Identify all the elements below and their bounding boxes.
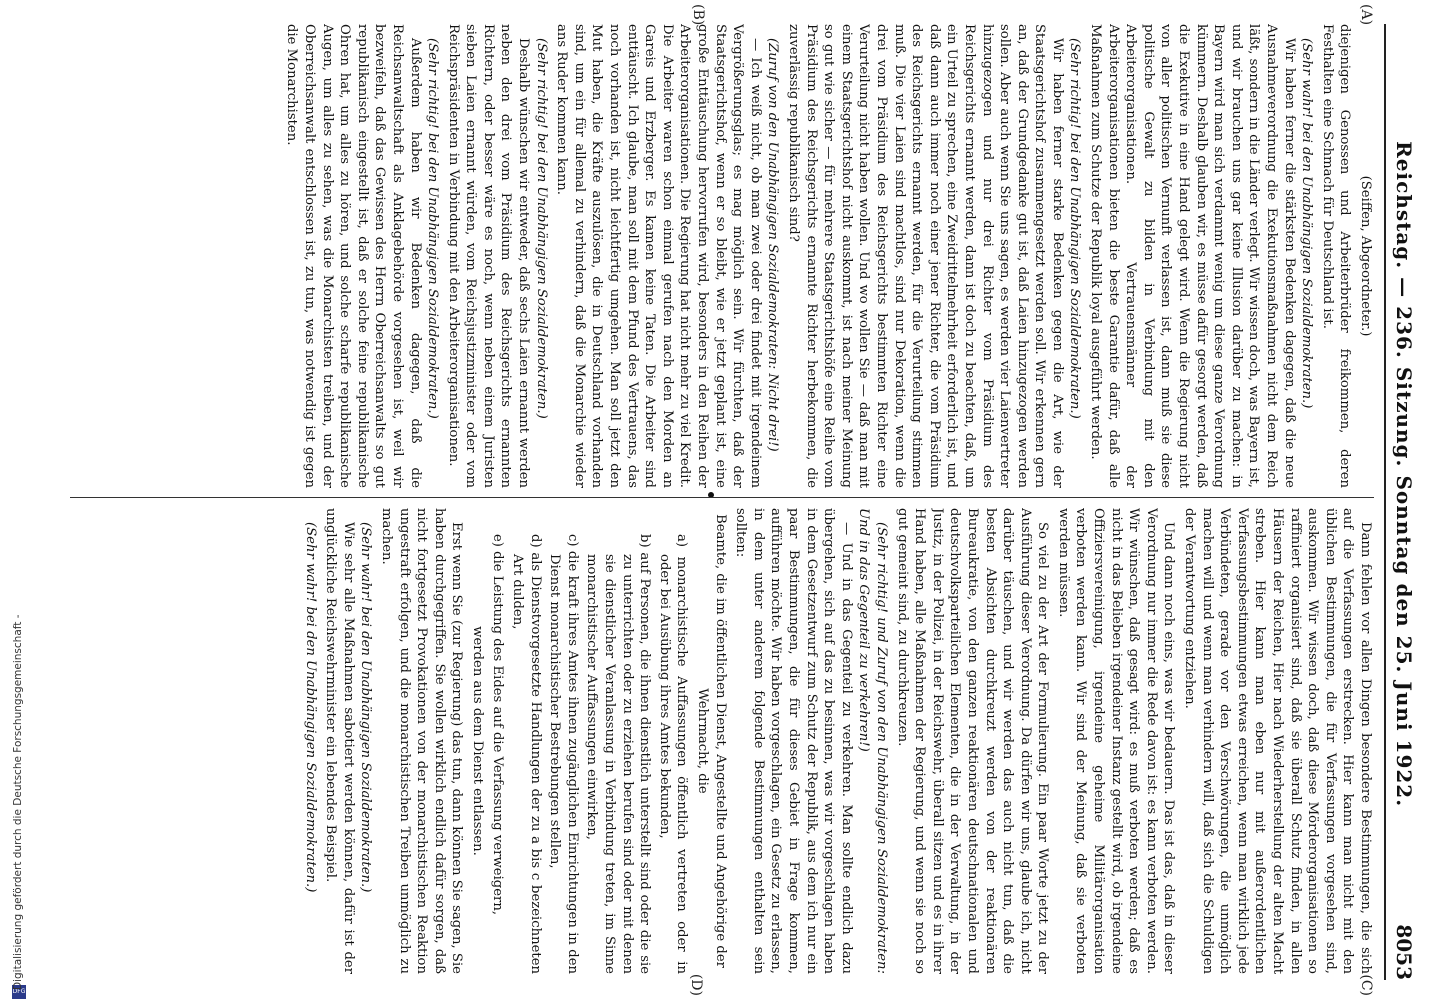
right-column [70,508,1374,974]
list-intro: Beamte, die im öffentlichen Dienst, Angestellte und Angehörige der Wehrmacht, die [695,514,728,968]
interjection: (Sehr richtig! bei den Unabhängigen Sozialdemokraten.) [425,38,441,419]
margin-marker-c: (C) [1358,974,1374,996]
paragraph: Erst wenn Sie (zur Regierung) das tun, dann können Sie sagen, Sie haben durchgegriffen. Sie wollen wirklich endlich dafür sorgen, daß nicht fortgesetzt Provokationen von der monarchistischen Reaktion ungestraft erfolgen, und die monarchistischen Treiben unmöglich zu machen. [378,508,465,974]
page-number: 8053 [1392,924,1416,980]
list-item: e) die Leistung des Eides auf die Verfassung verweigern, [490,534,506,916]
digitization-credit: Digitalisierung gefördert durch die Deutsche Forschungsgemeinschaft - [12,614,24,990]
interjection: (Sehr wahr! bei den Unabhängigen Sozialdemokraten.) [302,522,318,893]
running-head [1384,24,1416,980]
provision-list [489,508,691,974]
paragraph: Wie sehr alle Maßnahmen sabotiert werden können, dafür ist der unglückliche Reichswehrminister ein lebendes Beispiel. [323,508,356,974]
paragraph: — Ich weiß nicht, ob man zwei oder drei findet mit irgendeinem Vergrößerungsglas; es mag möglich sein. Wir fürchten, daß der Staatsgerichtshof, wenn er so bleibt, wie er jetzt geplant ist, eine große Enttäuschung hervorrufen wird, besonders in den Reihen der Arbeiterorganisationen. Die Regierung hat nicht mehr zu viel Kredit. Die Arbeiter waren schon einmal gerufen nach den Morden an Gareis und Erzberger. Es kamen keine Taten. Die Arbeiter sind enttäuscht. Ich glaube, man soll mit dem Pfund des Vertrauens, das noch vorhanden ist, nicht leichtfertig umgehen. Man soll jetzt den Mut haben, die Kräfte auszulösen, die in Deutschland vorhanden sind, um ein für allemal zu verhindern, daß die Monarchie wieder ans Ruder kommen kann. [554,24,763,488]
paragraph: Wir haben ferner die stärksten Bedenken dagegen, daß die neue Ausnahmeverordnung die Exekutionsmaßnahmen nicht dem Reich läßt, sondern in die Länder verlegt. Wir wissen doch, was Bayern ist, und wir brauchen uns gar keine Illusion darüber zu machen: in Bayern wird man sich verdammt wenig um diese ganze Verordnung kümmern. Deshalb glauben wir, es müsse dafür gesorgt werden, daß die Exekutive in eine Hand gelegt wird. Wenn die Regierung nicht von aller politischen Vernunft verlassen ist, dann muß sie diese politische Gewalt zu bilden in Verbindung mit den Arbeiterorganisationen. Vertrauensmänner der Arbeiterorganisationen bieten die beste Garantie dafür, daß alle Maßnahmen zum Schutze der Republik loyal ausgeführt werden. [1088,24,1297,488]
speaker-line: (Seiffen, Abgeordneter.) [1358,175,1373,337]
interjection: (Sehr wahr! bei den Unabhängigen Sozialdemokraten.) [358,522,374,893]
list-item: c) die kraft ihres Amtes ihnen zugänglichen Einrichtungen in den Dienst monarchistischer Bestrebungen stellen, [547,534,580,974]
list-item: b) auf Personen, die ihnen dienstlich unterstellt sind oder die sie zu unterrichten oder zu erziehen berufen sind oder mit denen sie dienstlicher Veranlassung in Verbindung treten, im Sinne monarchistischer Auffassungen einwirken, [584,534,653,974]
interjection: (Sehr richtig! bei den Unabhängigen Sozialdemokraten.) [533,38,549,419]
interjection: (Zuruf von den Unabhängigen Sozialdemokraten: Nicht drei!) [765,38,781,452]
paragraph: So viel zu der Art der Formulierung. Ein paar Worte jetzt zu der Ausführung dieser Verordnung. Da dürfen wir uns, glaube ich, nicht darüber täuschen, und wir werden das auch nicht tun, daß die besten Absichten durchkreuzt werden von der reaktionären Bureaukratie, von den ganzen reaktionären deutschnationalen und deutschvolksparteilichen Elementen, die in der Verwaltung, in der Justiz, in der Polizei, in der Reichswehr, überall sitzen und es in ihrer Hand haben, alle Maßnahmen der Regierung, und wenn sie noch so gut gemeint sind, zu durchkreuzen. [894,508,1051,974]
paragraph: Und dann noch eins, was wir bedauern. Das ist das, daß in dieser Verordnung nur immer die Rede davon ist: es kann verboten werden. Wir wünschen, daß gesagt wird: es muß verboten werden; daß es nicht in das Belieben irgendeiner Instanz gestellt wird, ob irgendeine Offiziersvereinigung, irgendeine geheime Militärorganisation verboten werden kann. Wir sind der Meinung, daß sie verboten werden müssen. [1055,508,1177,974]
dfg-logo-icon: DFG [12,985,26,999]
interjection: (Sehr richtig! bei den Unabhängigen Sozialdemokraten.) [1067,38,1083,419]
interjection: (Sehr wahr! bei den Unabhängigen Sozialdemokraten.) [1299,38,1315,409]
list-item: a) monarchistische Auffassungen öffentlich vertreten oder in oder bei Ausübung ihres Amtes bekunden, [656,534,690,974]
list-item: d) als Dienstvorgesetzte Handlungen der zu a bis c bezeichneten Art dulden, [510,534,543,974]
paragraph: diejenigen Genossen und Arbeiterbrüder freikommen, deren Festhalten eine Schmach für Deutschland ist. [1319,24,1353,488]
interjection: (Sehr richtig! und Zuruf von den Unabhängigen Sozialdemokraten: Und in das Gegenteil zu verkehren!) [856,508,889,974]
paragraph: Dann fehlen vor allen Dingen besondere Bestimmungen, die sich auf die Verfassungen erstrecken. Hier kann man nicht mit den üblichen Bestimmungen, die für Verfassungen vorgesehen sind, auskommen. Wir wissen doch, daß diese Mörderorganisationen so raffiniert organisiert sind, daß sie überall Schutz finden, in allen Häusern der Reichen, Hier nach Wiederherstellung der alten Macht streben. Hier kann man eben nur mit außerordentlichen Verfassungsbestimmungen etwas erreichen, wenn man wirklich jede Verbündeten, gerade vor den Verschwörungen, die unmöglich machen will und wenn man verhindern will, daß sich die Schuldigen der Verantwortung entziehen. [1182,508,1373,974]
paragraph: Wir haben ferner starke Bedenken gegen die Art, wie der Staatsgerichtshof zusammengesetzt werden soll. Wir erkennen gern an, daß der Grundgedanke gut ist, daß Laien hinzugezogen werden sollen. Aber auch wenn Sie uns sagen, es werden vier Laienvertreter hinzugezogen und nur drei Richter vom Präsidium des Reichsgerichts ernannt werden, dann ist doch zu beachten, daß, um ein Urteil zu sprechen, eine Zweidrittelmehrheit erforderlich ist, und daß dann auch immer noch einer jener Richter, die vom Präsidium des Reichsgerichts ernannt werden, für die Verurteilung stimmen muß. Die vier Laien sind machtlos, sind nur Dekoration, wenn die drei vom Präsidium des Reichsgerichts bestimmten Richter eine Verurteilung nicht haben wollen. Und wo wollen Sie — daß man mit einem Staatsgerichtshof nicht auskommt, ist nach meiner Meinung so gut wie sicher — für mehrere Staatsgerichtshöfe eine Reihe vom Präsidium des Reichsgerichts ernannte Richter herbekommen, die zuverlässig republikanisch sind? [786,24,1065,488]
left-column [70,24,1374,488]
paragraph: — Und in das Gegenteil zu verkehren. Man sollte endlich dazu übergehen, sich auf das zu besinnen, was wir vorgeschlagen haben in dem Gesetzentwurf zum Schutz der Republik, aus dem ich nur ein paar Bestimmungen, die für dieses Gebiet in Frage kommen, aufführen möchte. Wir haben vorgeschlagen, ein Gesetz zu erlassen, in dem unter anderem folgende Bestimmungen enthalten sein sollten: [733,508,854,974]
margin-marker-b: (B) [690,4,706,26]
scanned-page-frame [40,0,1434,1000]
paragraph: Außerdem haben wir Bedenken dagegen, daß die Reichsanwaltschaft als Anklagebehörde vorgesehen ist, weil wir bezweifeln, daß das Gewissen des Herrn Oberreichsanwalts so gut republikanisch eingestellt ist, daß er solche feine republikanische Ohren hat, um alles zu hören, und solche scharfe republikanische Augen, um alles zu sehen, was die Monarchisten treiben, und der Oberreichsanwalt entschlossen ist, zu tun, was notwendig ist gegen die Monarchisten. [284,24,423,488]
column-divider [70,497,1374,498]
margin-marker-d: (D) [688,973,704,996]
list-outro: werden aus dem Dienst entlassen. [469,626,485,856]
digitization-sidebar [0,0,40,1000]
paragraph: Deshalb wünschen wir entweder, daß sechs Laien ernannt werden neben den drei vom Präsidium des Reichsgerichts ernannten Richtern, oder besser wäre es noch, wenn neben einem Juristen sieben Laien ernannt würden, vom Reichsjustizminister oder vom Reichspräsidenten in Verbindung mit den Arbeiterorganisationen. [445,24,532,488]
scanned-page [40,0,1434,1000]
page-title: Reichstag. — 236. Sitzung. Sonntag den 25. Juni 1922. [1392,141,1416,808]
margin-marker-a: (A) [1358,4,1374,26]
